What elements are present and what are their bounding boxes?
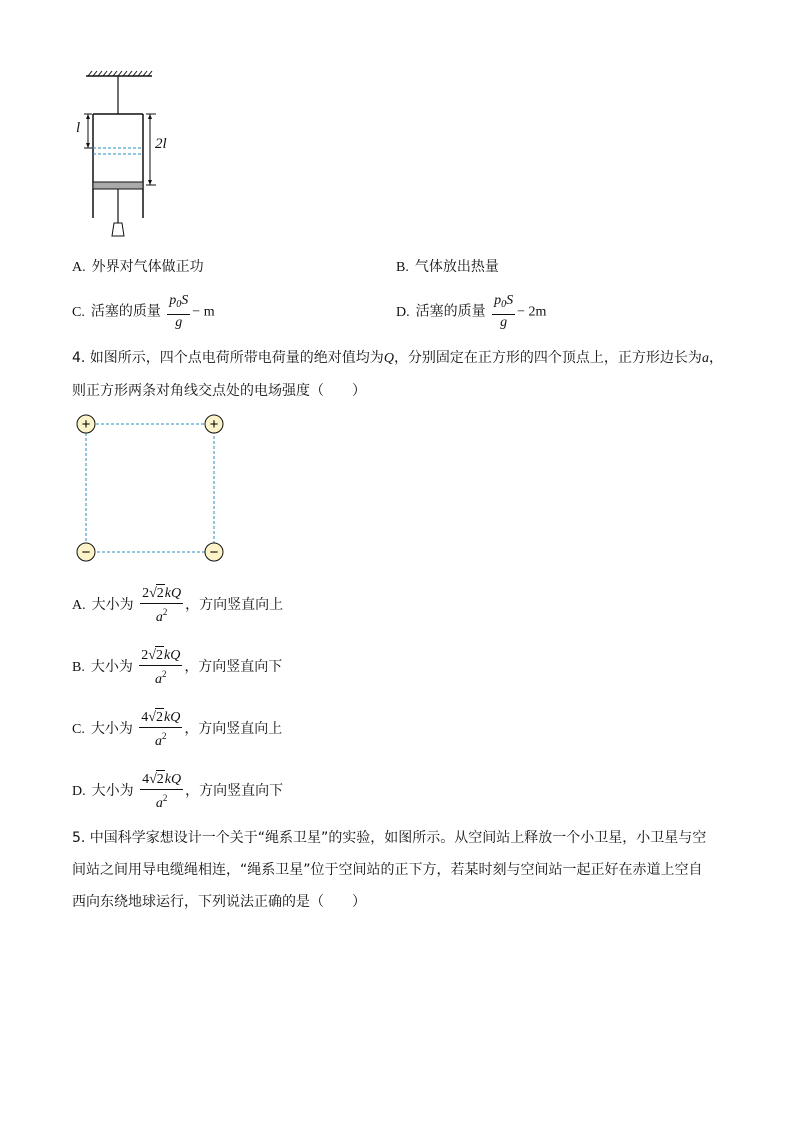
charge-bottom-right — [205, 543, 223, 561]
option-text: 大小为 — [91, 783, 134, 799]
option-text: 活塞的质量 — [90, 303, 161, 320]
cylinder-figure — [70, 68, 170, 240]
stem-q: Q — [383, 351, 394, 366]
option-text: 大小为 — [90, 659, 133, 675]
frac-radicand: 2 — [155, 648, 163, 663]
svg-text:+: + — [209, 416, 219, 433]
frac-radicand: 2 — [156, 586, 164, 601]
option-letter: B. — [396, 260, 409, 275]
option-text: 气体放出热量 — [414, 259, 499, 275]
frac-den: a — [155, 796, 163, 811]
frac-den-sup: 2 — [162, 607, 168, 617]
frac-p: p — [169, 293, 177, 308]
q4-option-c — [72, 708, 282, 750]
frac-coef: 2 — [141, 648, 149, 663]
field-fraction: $\frac{4√2kQ}{a^2}$ — [141, 710, 181, 749]
q3-option-c — [72, 292, 215, 331]
frac-radicand: 2 — [155, 710, 163, 725]
option-letter: A. — [72, 260, 86, 275]
option-direction: ，方向竖直向上 — [185, 597, 284, 613]
q5-stem-line3: 西向东绕地球运行，下列说法正确的是（ ） — [72, 894, 366, 910]
q3-option-b — [396, 256, 499, 276]
option-text: 外界对气体做正功 — [91, 259, 204, 275]
frac-den-sup: 2 — [162, 793, 168, 803]
frac-kq: kQ — [163, 710, 181, 725]
stem-a: a — [701, 351, 709, 366]
label-2l: 2l — [155, 136, 167, 152]
field-fraction: $\frac{2√2kQ}{a^2}$ — [142, 586, 182, 625]
q5-stem-line2: 间站之间用导电缆绳相连，“绳系卫星”位于空间站的正下方，若某时刻与空间站一起正好在赤道上空自 — [72, 862, 703, 878]
frac-kq: kQ — [164, 772, 182, 787]
frac-s: S — [506, 293, 514, 308]
square-charges-figure — [74, 412, 228, 564]
q5-stem-line1: 5. 中国科学家想设计一个关于“绳系卫星”的实验，如图所示。从空间站上释放一个小卫星，小卫星与空 — [72, 830, 707, 846]
svg-text:−: − — [81, 544, 91, 561]
option-direction: ，方向竖直向上 — [184, 721, 283, 737]
stem-text: ，分别固定在正方形的四个顶点上，正方形边长为 — [393, 350, 702, 366]
frac-sub: 0 — [501, 299, 507, 310]
option-letter: C. — [72, 722, 85, 737]
q3-option-a — [72, 256, 204, 276]
option-text: 大小为 — [91, 597, 134, 613]
frac-kq: kQ — [164, 586, 182, 601]
frac-p: p — [494, 293, 502, 308]
mass-fraction — [492, 292, 515, 331]
field-fraction: $\frac{2√2kQ}{a^2}$ — [141, 648, 181, 687]
stem-text: 4. 如图所示，四个点电荷所带电荷量的绝对值均为 — [72, 350, 384, 366]
frac-den: a — [155, 734, 163, 749]
frac-den: a — [155, 672, 163, 687]
frac-den: g — [175, 315, 183, 330]
option-letter: B. — [72, 660, 85, 675]
frac-den-sup: 2 — [162, 731, 167, 741]
charge-bottom-left — [77, 543, 95, 561]
frac-coef: 4 — [142, 772, 150, 787]
q4-stem-line2: 则正方形两条对角线交点处的电场强度（ ） — [72, 383, 366, 399]
svg-text:+: + — [81, 416, 91, 433]
option-letter: D. — [72, 784, 86, 799]
q4-option-d — [72, 770, 283, 812]
frac-kq: kQ — [163, 648, 181, 663]
frac-coef: 4 — [141, 710, 149, 725]
frac-den: a — [155, 610, 163, 625]
frac-radicand: 2 — [156, 772, 164, 787]
frac-den-sup: 2 — [162, 669, 167, 679]
frac-den: g — [500, 315, 508, 330]
charge-top-right — [205, 415, 223, 433]
q4-stem — [72, 342, 732, 407]
svg-text:−: − — [209, 544, 219, 561]
charge-top-left — [77, 415, 95, 433]
frac-s: S — [181, 293, 189, 308]
option-direction: ，方向竖直向下 — [184, 659, 283, 675]
mass-fraction — [167, 292, 190, 331]
option-letter: C. — [72, 304, 85, 320]
option-tail: − 2m — [517, 304, 547, 320]
option-letter: D. — [396, 304, 410, 320]
q4-stem-line1 — [72, 342, 732, 375]
option-text: 大小为 — [90, 721, 133, 737]
frac-coef: 2 — [142, 586, 150, 601]
option-letter: A. — [72, 598, 86, 613]
stem-text: ， — [708, 350, 723, 366]
label-l: l — [76, 120, 81, 136]
q4-option-b — [72, 646, 282, 688]
frac-sub: 0 — [176, 299, 182, 310]
q3-option-d — [396, 292, 546, 331]
option-text: 活塞的质量 — [415, 303, 486, 320]
option-tail: − m — [192, 304, 215, 320]
q4-option-a — [72, 584, 283, 626]
q5-stem — [72, 822, 732, 918]
field-fraction: $\frac{4√2kQ}{a^2}$ — [142, 772, 182, 811]
option-direction: ，方向竖直向下 — [185, 783, 284, 799]
